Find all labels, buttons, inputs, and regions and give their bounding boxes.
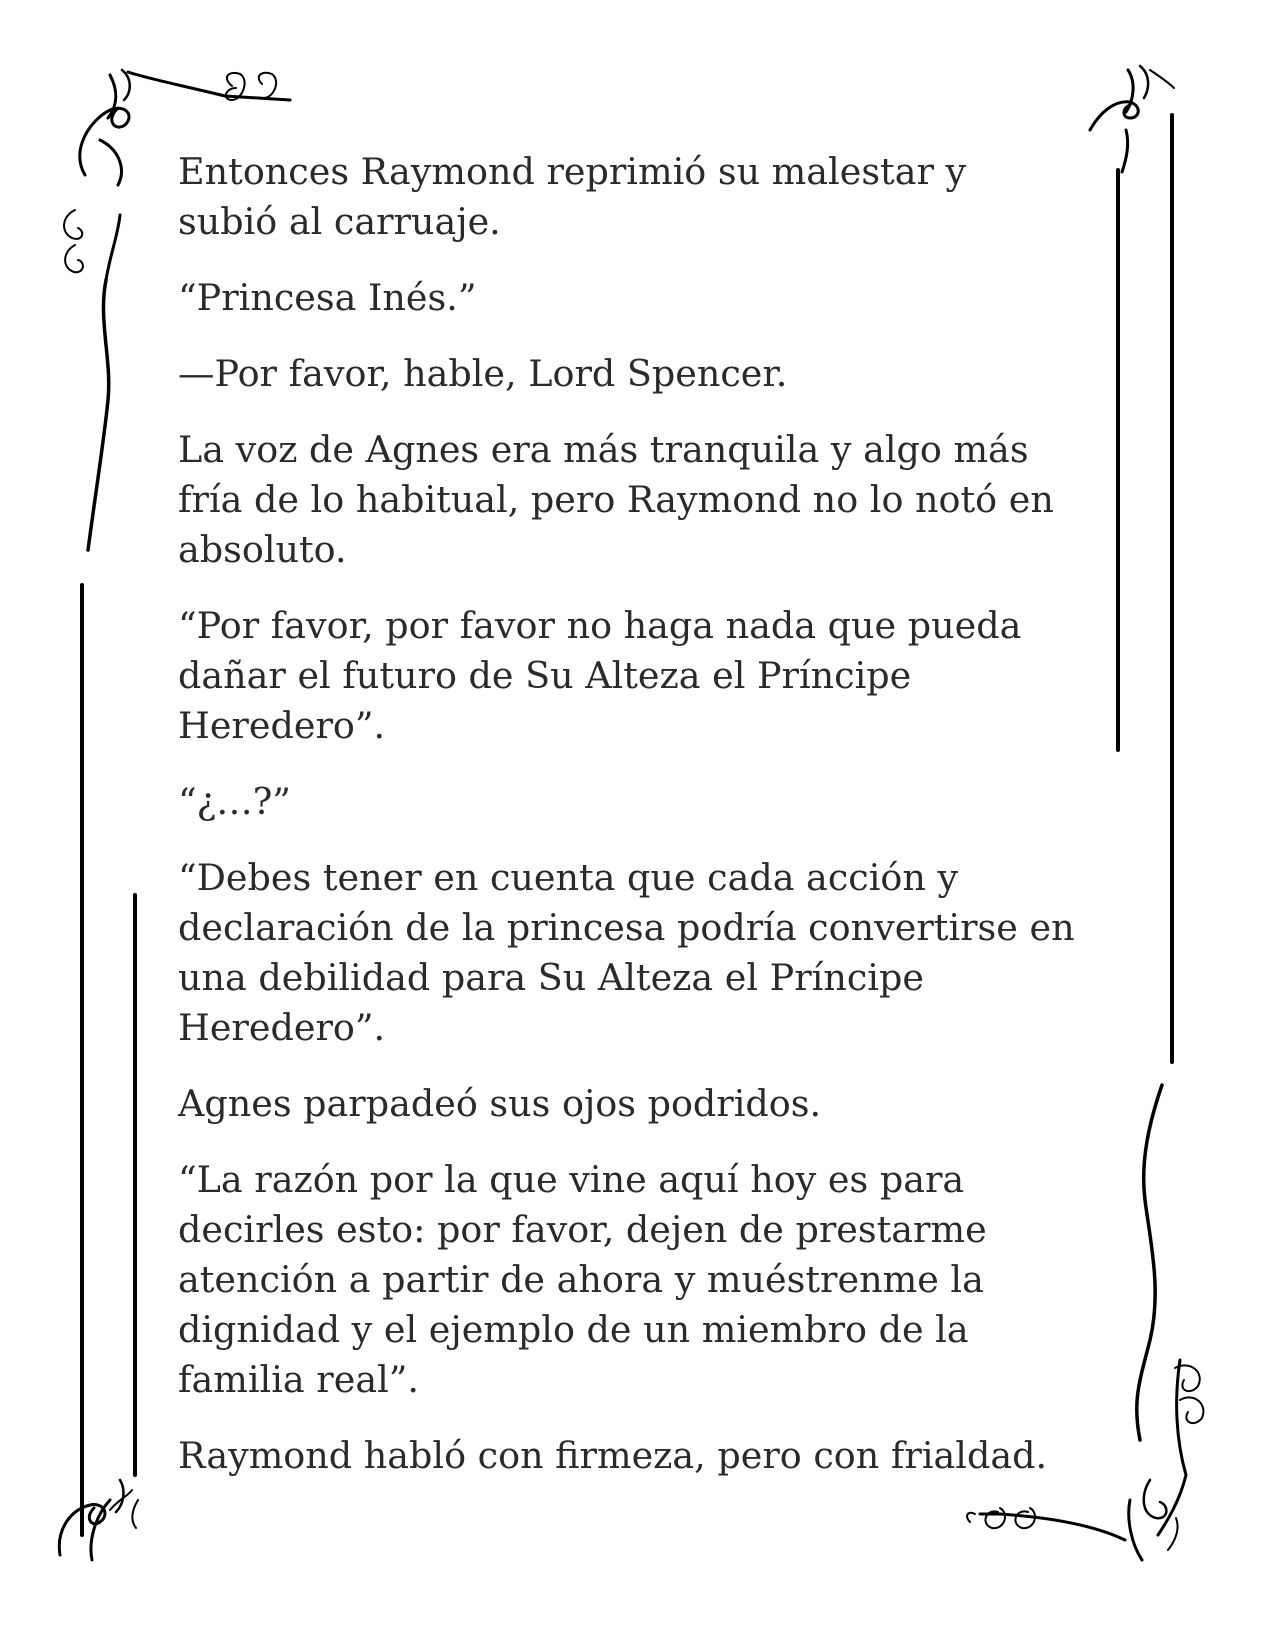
paragraph — [178, 425, 1118, 575]
text-line: “La razón por la que vine aquí hoy es para — [178, 1158, 965, 1201]
paragraph — [178, 147, 1118, 247]
text-line: familia real”. — [178, 1358, 420, 1401]
text-line: declaración de la princesa podría convertirse en — [178, 906, 1075, 949]
text-line: La voz de Agnes era más tranquila y algo más — [178, 428, 1029, 471]
text-line: Heredero”. — [178, 704, 386, 747]
flourish-bottom-left-icon — [59, 1480, 138, 1560]
text-line: “Princesa Inés.” — [178, 276, 477, 319]
text-line: atención a partir de ahora y muéstrenme la — [178, 1258, 984, 1301]
text-line: Heredero”. — [178, 1006, 386, 1049]
text-line: fría de lo habitual, pero Raymond no lo notó en — [178, 478, 1054, 521]
text-line: decirles esto: por favor, dejen de prestarme — [178, 1208, 987, 1251]
text-line: —Por favor, hable, Lord Spencer. — [178, 352, 788, 395]
paragraph — [178, 777, 1118, 827]
text-line: subió al carruaje. — [178, 200, 501, 243]
text-line: dañar el futuro de Su Alteza el Príncipe — [178, 654, 912, 697]
paragraph — [178, 1155, 1118, 1405]
text-line: “¿…?” — [178, 780, 291, 823]
paragraph — [178, 273, 1118, 323]
text-line: Agnes parpadeó sus ojos podridos. — [178, 1082, 822, 1125]
text-line: absoluto. — [178, 528, 347, 571]
paragraph — [178, 853, 1118, 1053]
text-line: una debilidad para Su Alteza el Príncipe — [178, 956, 924, 999]
text-line: Raymond habló con firmeza, pero con frialdad. — [178, 1434, 1048, 1477]
paragraph — [178, 601, 1118, 751]
text-line: “Por favor, por favor no haga nada que pueda — [178, 604, 1022, 647]
paragraph — [178, 1079, 1118, 1129]
text-line: “Debes tener en cuenta que cada acción y — [178, 856, 959, 899]
paragraph — [178, 1431, 1118, 1481]
paragraph — [178, 349, 1118, 399]
text-line: Entonces Raymond reprimió su malestar y — [178, 150, 967, 193]
text-line: dignidad y el ejemplo de un miembro de la — [178, 1308, 969, 1351]
story-text — [178, 147, 1118, 1507]
